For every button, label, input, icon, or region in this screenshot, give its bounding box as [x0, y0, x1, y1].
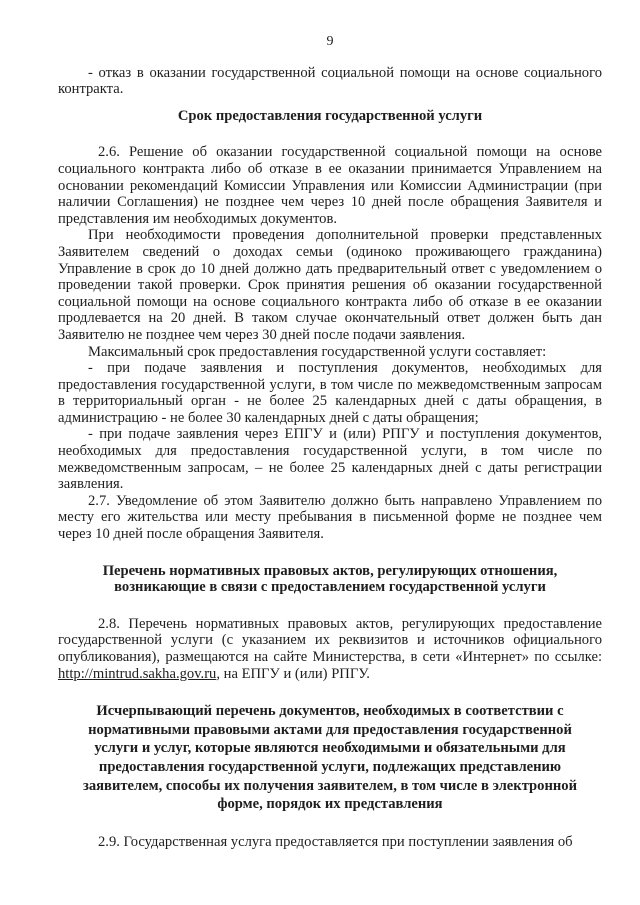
paragraph-2-8-text: 2.8. Перечень нормативных правовых актов, регулирующих предоставление государственной услуги (с указанием их реквизитов и источников официального опубликования), размещаются на сайте Министерства, в сети «Интернет» по ссылке:: [58, 615, 602, 665]
paragraph-2-8: [58, 616, 602, 682]
paragraph-refusal-item: - отказ в оказании государственной социальной помощи на основе социального контракта.: [58, 64, 602, 98]
paragraph-additional-check: При необходимости проведения дополнительной проверки представленных Заявителем сведений о доходах семьи (одиноко проживающего гражданина) Управление в срок до 10 дней должно дать предварительный ответ с уведомлением о проведении такой проверки. Срок принятия решения об оказании государственной социальной помощи на основе социального контракта либо об отказе в ее оказании продлевается на 20 дней. В таком случае окончательный ответ должен быть дан Заявителю не позднее чем через 30 дней после подачи заявления.: [58, 227, 602, 343]
heading-legal-acts: Перечень нормативных правовых актов, регулирующих отношения, возникающие в связи с предоставлением государственной услуги: [102, 562, 558, 596]
paragraph-term-in-person: - при подаче заявления и поступления документов, необходимых для предоставления государственной услуги, в том числе по межведомственным запросам в территориальный орган - не более 25 календарных дней с даты обращения, в администрацию - не более 30 календарных дней с даты обращения;: [58, 360, 602, 426]
paragraph-2-8-tail: , на ЕПГУ и (или) РПГУ.: [216, 665, 370, 682]
heading-service-term: Срок предоставления государственной услуги: [177, 107, 483, 124]
page-number: 9: [326, 34, 334, 49]
heading-documents-list: Исчерпывающий перечень документов, необходимых в соответствии с нормативными правовыми актами для предоставления государственной услуги и услуг, которые являются необходимыми и обязательными для предоставления государственной услуги, подлежащих представлению заявителем, способы их получения заявителем, в том числе в электронной форме, порядок их представления: [83, 703, 577, 813]
paragraph-2-6: 2.6. Решение об оказании государственной социальной помощи на основе социального контракта либо об отказе в ее оказании принимается Управлением на основании рекомендаций Комиссии Управления или Комиссии Администрации (при наличии Соглашения) не позднее чем через 10 дней после обращения Заявителя и представления им необходимых документов.: [58, 144, 602, 227]
paragraph-2-9: 2.9. Государственная услуга предоставляется при поступлении заявления об: [98, 833, 573, 850]
ministry-link[interactable]: http://mintrud.sakha.gov.ru: [58, 665, 217, 682]
paragraph-term-online: - при подаче заявления через ЕПГУ и (или) РПГУ и поступления документов, необходимых для предоставления государственной услуги, в том числе по межведомственным запросам, – не более 25 календарных дней с даты регистрации заявления.: [58, 426, 602, 493]
paragraph-2-7: 2.7. Уведомление об этом Заявителю должно быть направлено Управлением по месту его жительства или месту пребывания в письменной форме не позднее чем через 10 дней после обращения Заявителя.: [58, 492, 602, 543]
paragraph-max-term: Максимальный срок предоставления государственной услуги составляет:: [88, 343, 547, 360]
